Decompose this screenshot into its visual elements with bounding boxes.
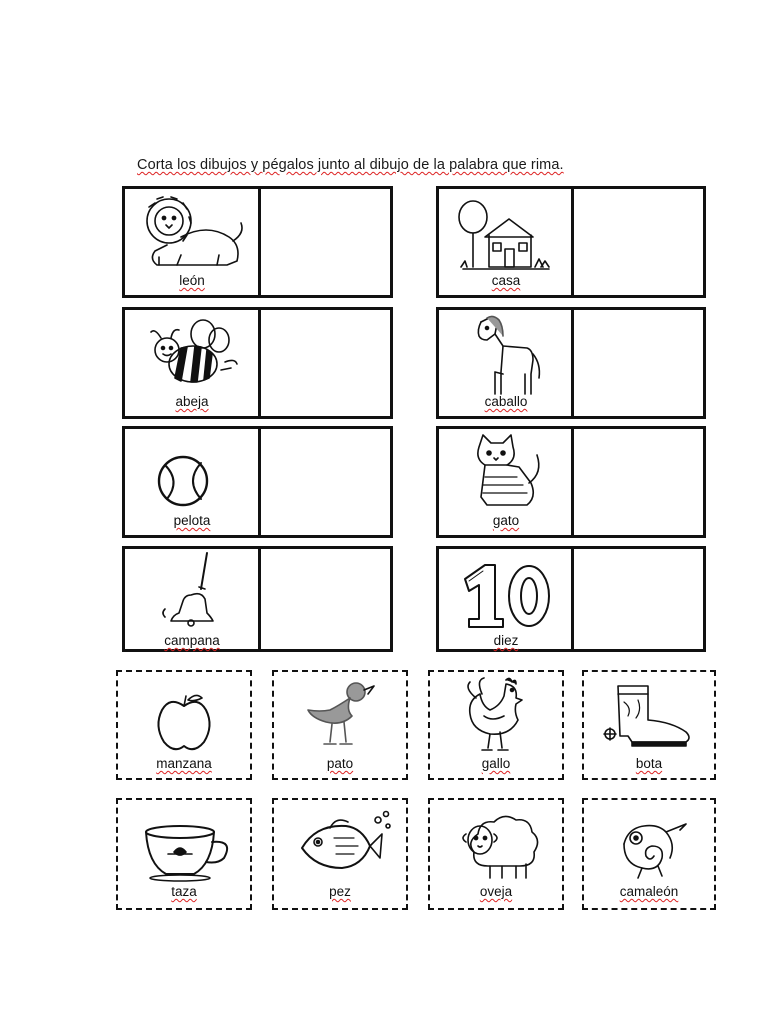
boot-icon bbox=[602, 684, 698, 754]
cutout-card-taza[interactable] bbox=[116, 798, 252, 910]
cutout-card-camaleon[interactable] bbox=[582, 798, 716, 910]
match-box-abeja bbox=[122, 307, 393, 419]
match-box-gato bbox=[436, 426, 706, 538]
word-taza: taza bbox=[171, 884, 197, 899]
cutout-card-manzana[interactable] bbox=[116, 670, 252, 780]
cutout-card-pato[interactable] bbox=[272, 670, 408, 780]
word-oveja: oveja bbox=[479, 884, 513, 899]
chameleon-icon bbox=[614, 814, 694, 884]
cutout-card-oveja[interactable] bbox=[428, 798, 564, 910]
match-box-pelota bbox=[122, 426, 393, 538]
cat-icon bbox=[467, 433, 547, 513]
cutout-card-pez[interactable] bbox=[272, 798, 408, 910]
cutout-card-gallo[interactable] bbox=[428, 670, 564, 780]
sheep-icon bbox=[458, 810, 542, 884]
apple-icon bbox=[154, 692, 214, 754]
duck-icon bbox=[302, 676, 382, 758]
fish-icon bbox=[296, 810, 396, 884]
bell-icon bbox=[157, 551, 227, 629]
word-diez: diez bbox=[493, 633, 519, 648]
word-leon: león bbox=[179, 273, 205, 288]
match-box-leon bbox=[122, 186, 393, 298]
number-ten-icon bbox=[459, 561, 555, 631]
house-icon bbox=[455, 195, 555, 273]
instructions-text: Corta los dibujos y pégalos junto al dibujo de la palabra que rima. bbox=[137, 157, 564, 173]
ball-icon bbox=[155, 453, 215, 513]
word-abeja: abeja bbox=[175, 394, 209, 409]
match-box-campana bbox=[122, 546, 393, 652]
word-caballo: caballo bbox=[484, 394, 528, 409]
word-camaleon: camaleón bbox=[619, 884, 679, 899]
word-manzana: manzana bbox=[156, 756, 212, 771]
lion-icon bbox=[137, 193, 247, 273]
word-pez: pez bbox=[329, 884, 351, 899]
word-campana: campana bbox=[164, 633, 220, 648]
cutout-card-bota[interactable] bbox=[582, 670, 716, 780]
bee-icon bbox=[145, 318, 245, 390]
cup-icon bbox=[140, 824, 240, 884]
word-bota: bota bbox=[635, 756, 663, 771]
match-box-diez bbox=[436, 546, 706, 652]
match-box-casa bbox=[436, 186, 706, 298]
word-casa: casa bbox=[491, 273, 521, 288]
word-gallo: gallo bbox=[481, 756, 511, 771]
match-box-caballo bbox=[436, 307, 706, 419]
word-pelota: pelota bbox=[173, 513, 211, 528]
horse-icon bbox=[467, 314, 547, 398]
word-pato: pato bbox=[326, 756, 354, 771]
word-gato: gato bbox=[492, 513, 520, 528]
rooster-icon bbox=[460, 676, 540, 758]
